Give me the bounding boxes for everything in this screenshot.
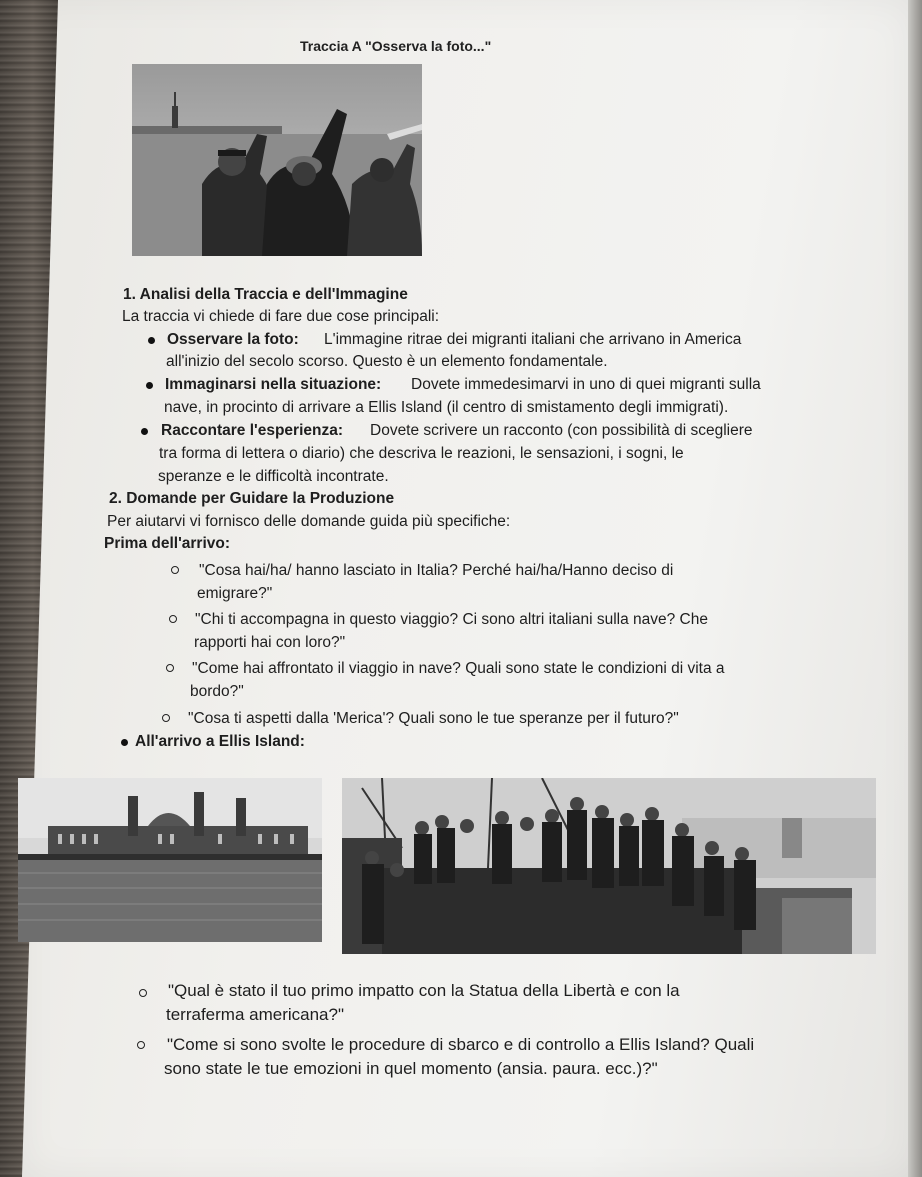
- page-title: Traccia A "Osserva la foto...": [300, 38, 492, 54]
- before-arrival-heading: Prima dell'arrivo:: [104, 535, 231, 552]
- section1-item-label: Raccontare l'esperienza:: [161, 422, 344, 439]
- circle-bullet: [169, 615, 177, 623]
- section1-item-label: Osservare la foto:: [167, 331, 299, 348]
- section1-heading: 1. Analisi della Traccia e dell'Immagine: [123, 286, 408, 303]
- question-text: bordo?": [190, 683, 244, 700]
- section1-item-text: Dovete immedesimarvi in uno di quei migranti sulla: [411, 376, 761, 393]
- arrival-heading: All'arrivo a Ellis Island:: [135, 733, 305, 750]
- section1-item-text: nave, in procinto di arrivare a Ellis Island (il centro di smistamento degli immigrati).: [164, 399, 729, 416]
- section1-item-text: all'inizio del secolo scorso. Questo è un elemento fondamentale.: [166, 353, 608, 370]
- question-text: "Cosa hai/ha/ hanno lasciato in Italia? Perché hai/ha/Hanno deciso di: [199, 562, 674, 579]
- paper-edge: [908, 0, 922, 1177]
- photo-migrants-crowd: [342, 778, 876, 954]
- question-text: "Cosa ti aspetti dalla 'Merica'? Quali sono le tue speranze per il futuro?": [188, 710, 679, 727]
- bullet-dot: [141, 428, 148, 435]
- question-text: sono state le tue emozioni in quel momento (ansia. paura. ecc.)?": [164, 1059, 658, 1078]
- circle-bullet: [162, 714, 170, 722]
- section1-item-text: tra forma di lettera o diario) che descriva le reazioni, le sensazioni, i sogni, le: [159, 445, 684, 462]
- section1-item-text: Dovete scrivere un racconto (con possibilità di scegliere: [370, 422, 753, 439]
- question-text: "Chi ti accompagna in questo viaggio? Ci sono altri italiani sulla nave? Che: [195, 611, 708, 628]
- circle-bullet: [139, 989, 147, 997]
- bullet-dot: [146, 382, 153, 389]
- bullet-dot: [148, 337, 155, 344]
- section2-heading: 2. Domande per Guidare la Produzione: [109, 490, 395, 507]
- section1-item-text: L'immagine ritrae dei migranti italiani che arrivano in America: [324, 331, 742, 348]
- question-text: terraferma americana?": [166, 1005, 344, 1024]
- circle-bullet: [166, 664, 174, 672]
- circle-bullet: [171, 566, 179, 574]
- question-text: rapporti hai con loro?": [194, 634, 346, 651]
- section1-intro: La traccia vi chiede di fare due cose principali:: [122, 308, 440, 325]
- photo-migrants-statue-of-liberty: [132, 64, 422, 256]
- question-text: emigrare?": [197, 585, 273, 602]
- question-text: "Come si sono svolte le procedure di sbarco e di controllo a Ellis Island? Quali: [167, 1035, 755, 1054]
- section2-intro: Per aiutarvi vi fornisco delle domande guida più specifiche:: [107, 513, 511, 530]
- question-text: "Come hai affrontato il viaggio in nave? Quali sono state le condizioni di vita a: [192, 660, 725, 677]
- question-text: "Qual è stato il tuo primo impatto con la Statua della Libertà e con la: [168, 981, 680, 1000]
- section1-item-text: speranze e le difficoltà incontrate.: [158, 468, 389, 485]
- circle-bullet: [137, 1041, 145, 1049]
- photo-ellis-island: [18, 778, 322, 942]
- bullet-dot: [121, 739, 128, 746]
- section1-item-label: Immaginarsi nella situazione:: [165, 376, 382, 393]
